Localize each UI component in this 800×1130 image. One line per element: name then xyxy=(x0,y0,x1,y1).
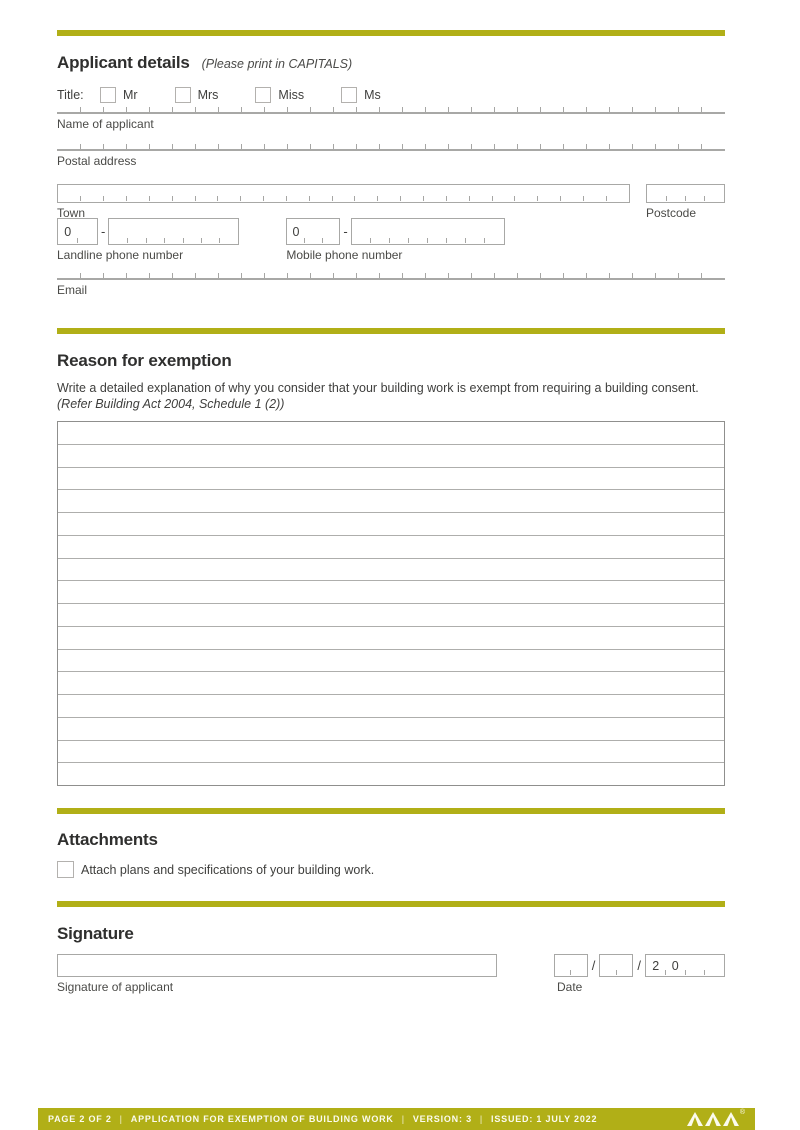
comb-cell xyxy=(561,185,584,202)
date-month-field[interactable] xyxy=(599,954,633,977)
landline-label: Landline phone number xyxy=(57,248,184,262)
town-label: Town xyxy=(57,206,86,220)
date-group xyxy=(554,954,725,977)
writing-line xyxy=(58,559,724,582)
applicant-details-heading-row xyxy=(57,53,725,73)
date-label: Date xyxy=(557,980,583,994)
comb-cell xyxy=(409,219,428,244)
footer-separator: | xyxy=(401,1114,405,1124)
registered-trademark-mark: ® xyxy=(739,1108,745,1116)
date-day-field[interactable] xyxy=(554,954,588,977)
title-option-mr xyxy=(100,87,138,103)
attachments-checkbox[interactable] xyxy=(57,861,74,878)
footer-page-number: PAGE 2 OF 2 xyxy=(48,1114,112,1124)
applicant-details-heading: Applicant details xyxy=(57,53,190,72)
comb-cell xyxy=(705,185,724,202)
comb-cell xyxy=(666,185,685,202)
footer-separator: | xyxy=(119,1114,123,1124)
comb-cell xyxy=(600,955,616,976)
comb-cell xyxy=(220,219,238,244)
comb-cell xyxy=(401,185,424,202)
attachments-label: Attach plans and specifications of your building work. xyxy=(81,862,375,877)
comb-cell xyxy=(149,185,172,202)
postal-address-field[interactable] xyxy=(57,149,725,151)
comb-cell xyxy=(469,185,492,202)
reason-writing-area[interactable] xyxy=(57,421,725,786)
comb-cell xyxy=(355,185,378,202)
comb-cell xyxy=(647,185,666,202)
phone-row xyxy=(57,218,725,262)
footer-separator: | xyxy=(479,1114,484,1124)
comb-cell xyxy=(371,219,390,244)
writing-line xyxy=(58,581,724,604)
comb-cell xyxy=(286,185,309,202)
title-row xyxy=(57,87,725,103)
landline-number-field[interactable] xyxy=(108,218,239,245)
comb-cell xyxy=(332,185,355,202)
comb-cell xyxy=(195,185,218,202)
email-label: Email xyxy=(57,283,88,297)
comb-cell xyxy=(128,219,146,244)
postal-address-label: Postal address xyxy=(57,154,137,168)
date-slash: / xyxy=(637,958,641,973)
writing-line xyxy=(58,536,724,559)
writing-line xyxy=(58,445,724,468)
title-option-mrs xyxy=(175,87,219,103)
comb-cell: 0 xyxy=(666,955,686,976)
comb-cell: 2 xyxy=(652,958,660,973)
town-postcode-row xyxy=(57,184,725,220)
comb-cell xyxy=(146,219,164,244)
comb-cell xyxy=(390,219,409,244)
writing-line xyxy=(58,718,724,741)
comb-cell xyxy=(428,219,447,244)
comb-cell xyxy=(58,185,81,202)
writing-line xyxy=(58,468,724,491)
title-miss-checkbox[interactable] xyxy=(255,87,271,103)
writing-line xyxy=(58,672,724,695)
comb-cell: 0 xyxy=(64,224,72,239)
comb-cell xyxy=(555,955,571,976)
title-ms-checkbox[interactable] xyxy=(341,87,357,103)
comb-cell xyxy=(172,185,195,202)
comb-cell xyxy=(127,185,150,202)
title-mrs-checkbox[interactable] xyxy=(175,87,191,103)
comb-cell xyxy=(606,185,629,202)
signature-row xyxy=(57,954,725,977)
comb-cell xyxy=(109,219,127,244)
attachments-row xyxy=(57,861,725,878)
page-content xyxy=(57,30,725,994)
comb-cell xyxy=(78,219,98,244)
comb-cell xyxy=(352,219,371,244)
reason-instruction: Write a detailed explanation of why you consider that your building work is exempt from requiring a building consent. xyxy=(57,381,699,395)
writing-line xyxy=(58,627,724,650)
mobile-dash: - xyxy=(343,224,348,239)
landline-dash: - xyxy=(101,224,106,239)
writing-line xyxy=(58,604,724,627)
footer-version: VERSION: 3 xyxy=(412,1114,472,1124)
landline-prefix-field[interactable] xyxy=(57,218,98,245)
comb-cell xyxy=(705,955,725,976)
comb-cell xyxy=(165,219,183,244)
section-divider xyxy=(57,328,725,334)
signature-heading: Signature xyxy=(57,924,134,943)
comb-cell xyxy=(515,185,538,202)
title-mr-label: Mr xyxy=(123,88,138,102)
comb-cell xyxy=(616,955,632,976)
signature-labels-row xyxy=(57,977,725,994)
comb-cell xyxy=(305,219,322,244)
mobile-number-field[interactable] xyxy=(351,218,505,245)
comb-cell xyxy=(241,185,264,202)
writing-line xyxy=(58,513,724,536)
attachments-heading: Attachments xyxy=(57,830,158,849)
reason-reference: (Refer Building Act 2004, Schedule 1 (2)) xyxy=(57,397,285,411)
comb-cell xyxy=(201,219,219,244)
comb-cell xyxy=(446,185,469,202)
postcode-label: Postcode xyxy=(646,206,697,220)
mobile-group xyxy=(286,218,504,262)
comb-cell xyxy=(538,185,561,202)
capitals-note: (Please print in CAPITALS) xyxy=(201,57,353,71)
name-of-applicant-label: Name of applicant xyxy=(57,117,154,131)
footer-issued: ISSUED: 1 JULY 2022 xyxy=(491,1114,598,1124)
section-divider xyxy=(57,808,725,814)
writing-line xyxy=(58,695,724,718)
comb-cell xyxy=(424,185,447,202)
title-ms-label: Ms xyxy=(364,88,381,102)
title-miss-label: Miss xyxy=(278,88,305,102)
signature-label: Signature of applicant xyxy=(57,980,174,994)
footer-bar xyxy=(38,1108,755,1130)
title-mrs-label: Mrs xyxy=(197,88,219,102)
comb-cell: 0 xyxy=(292,224,300,239)
writing-line xyxy=(58,422,724,445)
three-mountain-peaks-logo-icon xyxy=(687,1108,745,1127)
postcode-field[interactable] xyxy=(646,184,725,203)
comb-cell xyxy=(218,185,241,202)
comb-cell xyxy=(583,185,606,202)
reason-heading: Reason for exemption xyxy=(57,351,232,370)
date-year-field[interactable] xyxy=(645,954,725,977)
signature-field[interactable] xyxy=(57,954,497,977)
comb-cell xyxy=(81,185,104,202)
email-field[interactable] xyxy=(57,278,725,280)
section-divider xyxy=(57,30,725,36)
footer-doc-title: APPLICATION FOR EXEMPTION OF BUILDING WORK xyxy=(130,1114,394,1124)
landline-group xyxy=(57,218,239,262)
town-field[interactable] xyxy=(57,184,630,203)
writing-line xyxy=(58,763,724,785)
writing-line xyxy=(58,490,724,513)
comb-cell xyxy=(485,219,504,244)
comb-cell xyxy=(183,219,201,244)
comb-cell xyxy=(571,955,587,976)
writing-line xyxy=(58,650,724,673)
mobile-label: Mobile phone number xyxy=(286,248,403,262)
name-of-applicant-field[interactable] xyxy=(57,112,725,114)
comb-cell xyxy=(378,185,401,202)
comb-cell xyxy=(447,219,466,244)
mobile-prefix-field[interactable] xyxy=(286,218,340,245)
title-mr-checkbox[interactable] xyxy=(100,87,116,103)
comb-cell xyxy=(466,219,485,244)
title-label: Title: xyxy=(57,88,84,102)
writing-line xyxy=(58,741,724,764)
comb-cell xyxy=(309,185,332,202)
comb-cell xyxy=(492,185,515,202)
footer-text xyxy=(48,1114,597,1124)
date-slash: / xyxy=(591,958,596,973)
comb-cell xyxy=(685,955,705,976)
section-divider xyxy=(57,901,725,907)
comb-cell xyxy=(322,219,339,244)
title-option-miss xyxy=(255,87,304,103)
comb-cell xyxy=(686,185,705,202)
comb-cell xyxy=(264,185,287,202)
title-option-ms xyxy=(341,87,381,103)
comb-cell xyxy=(104,185,127,202)
